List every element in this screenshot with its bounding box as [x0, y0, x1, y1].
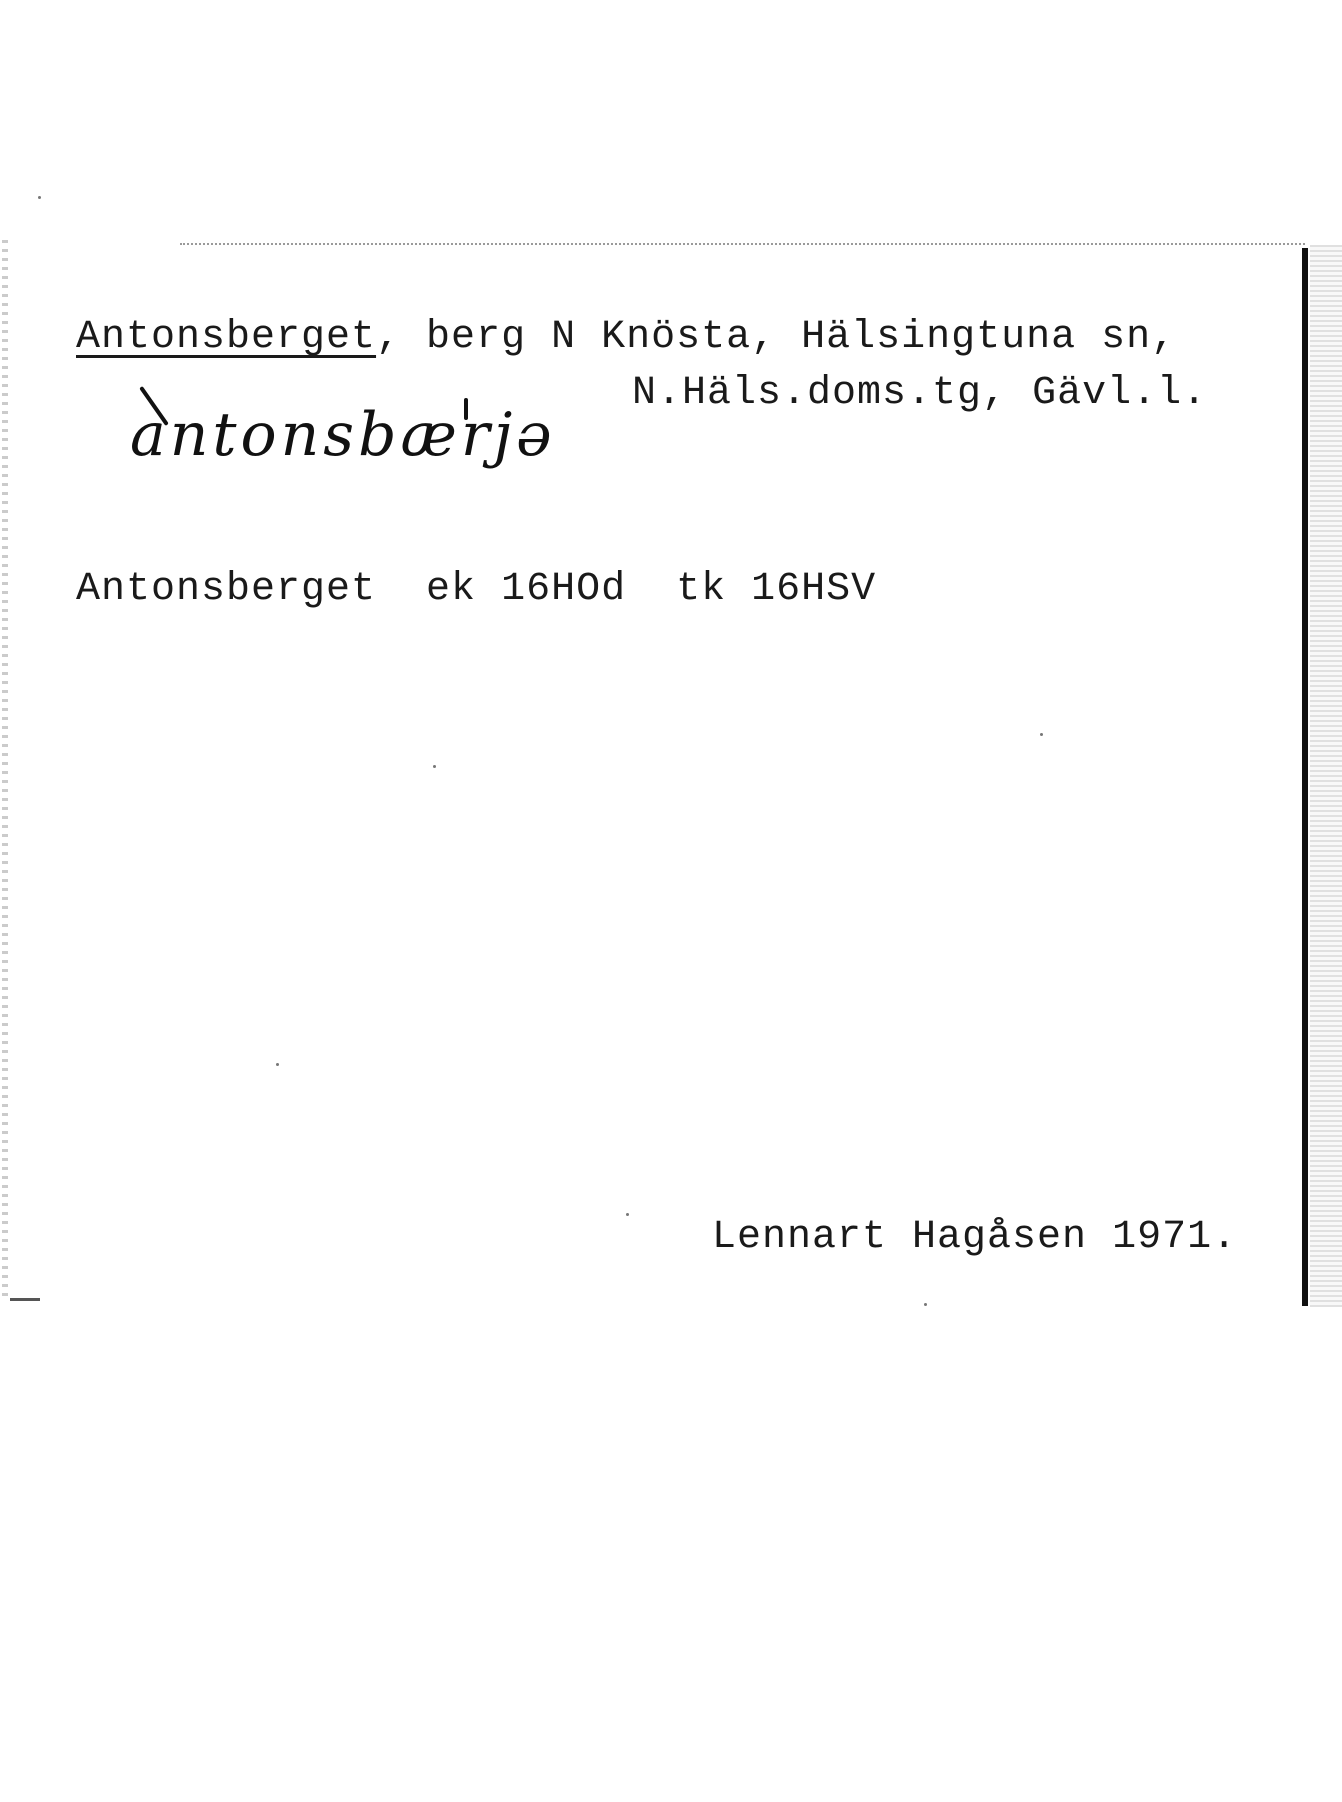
card-top-edge: [180, 243, 1305, 245]
card-right-shadow: [1310, 245, 1342, 1307]
card-bottom-mark: [10, 1298, 40, 1301]
entry-line-2: N.Häls.doms.tg, Gävl.l.: [632, 371, 1208, 416]
paper-speck: [924, 1303, 927, 1306]
phonetic-transcription: antonsbærjə: [130, 400, 556, 470]
entry-description: , berg N Knösta, Hälsingtuna sn,: [376, 315, 1177, 360]
paper-speck: [1040, 733, 1043, 736]
paper-speck: [433, 765, 436, 768]
map-references: Antonsberget ek 16HOd tk 16HSV: [76, 567, 877, 612]
card-right-edge: [1302, 248, 1308, 1306]
paper-speck: [38, 196, 41, 199]
paper-speck: [276, 1063, 279, 1066]
signature-line: Lennart Hagåsen 1971.: [712, 1215, 1238, 1260]
headword: Antonsberget: [76, 315, 377, 360]
card-left-edge: [2, 240, 8, 1300]
paper-speck: [626, 1213, 629, 1216]
entry-line-1: [76, 315, 1177, 360]
